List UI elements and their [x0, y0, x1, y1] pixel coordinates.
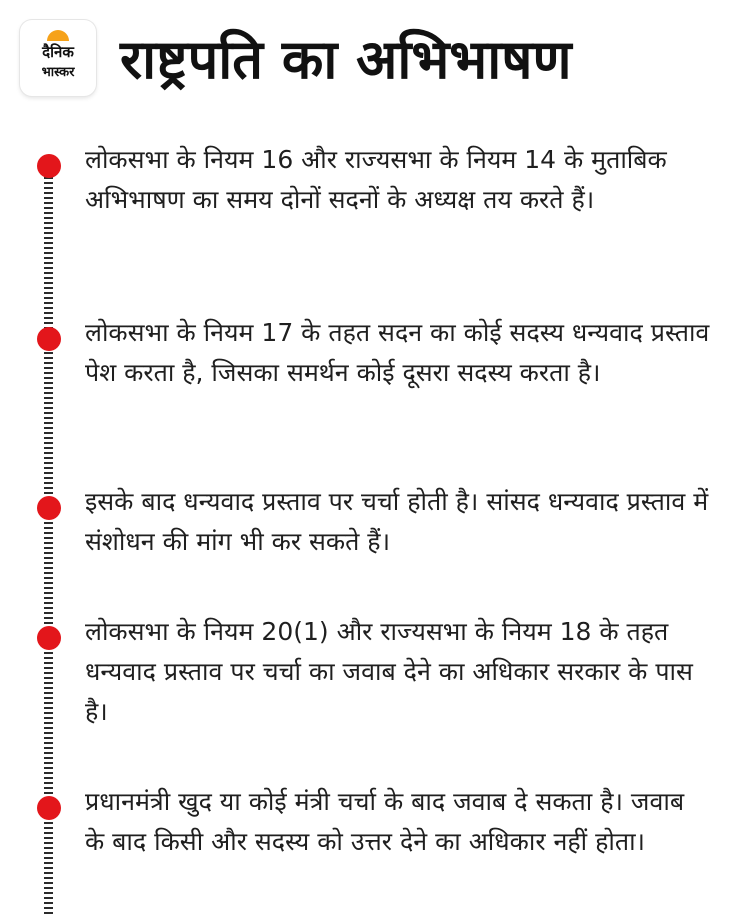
timeline-item-text: प्रधानमंत्री खुद या कोई मंत्री चर्चा के बाद जवाब दे सकता है। जवाब के बाद किसी और सदस्य को उत्तर देने का अधिकार नहीं होता। — [85, 787, 685, 856]
timeline-item-text: लोकसभा के नियम 17 के तहत सदन का कोई सदस्य धन्यवाद प्रस्ताव पेश करता है, जिसका समर्थन कोई दूसरा सदस्य करता है। — [85, 318, 710, 387]
header — [0, 0, 730, 120]
bullet-dot-icon — [37, 327, 61, 351]
logo-text-line1: दैनिक — [42, 43, 74, 61]
timeline — [0, 140, 730, 917]
bullet-dot-icon — [37, 796, 61, 820]
timeline-item-text: इसके बाद धन्यवाद प्रस्ताव पर चर्चा होती है। सांसद धन्यवाद प्रस्ताव में संशोधन की मांग भी कर सकते हैं। — [85, 487, 709, 556]
timeline-item-text: लोकसभा के नियम 20(1) और राज्यसभा के नियम 18 के तहत धन्यवाद प्रस्ताव पर चर्चा का जवाब देने का अधिकार सरकार के पास है। — [85, 617, 693, 726]
dainik-bhaskar-logo — [20, 20, 96, 96]
bullet-dot-icon — [37, 496, 61, 520]
bullet-dot-icon — [37, 154, 61, 178]
page-title: राष्ट्रपति का अभिभाषण — [120, 28, 572, 91]
sun-icon — [47, 30, 69, 41]
logo-text-line2: भास्कर — [41, 65, 75, 80]
timeline-item-text: लोकसभा के नियम 16 और राज्यसभा के नियम 14 के मुताबिक अभिभाषण का समय दोनों सदनों के अध्यक्ष तय करते हैं। — [85, 145, 667, 214]
bullet-dot-icon — [37, 626, 61, 650]
